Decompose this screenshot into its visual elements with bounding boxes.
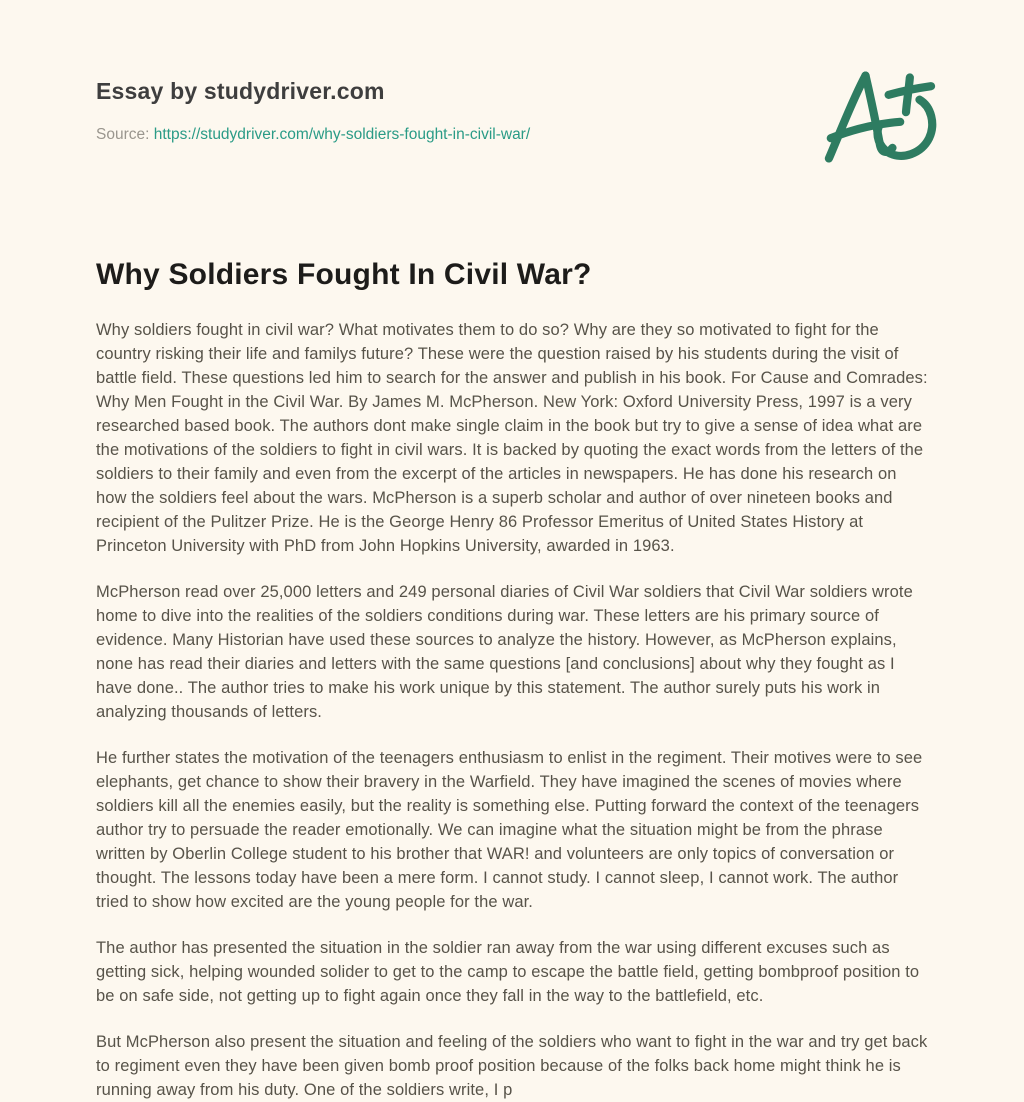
source-line — [96, 126, 928, 144]
a-plus-logo-icon — [820, 64, 938, 170]
article-title: Why Soldiers Fought In Civil War? — [96, 258, 592, 291]
a-plus-logo-svg — [820, 64, 938, 170]
page-title: Essay by studydriver.com — [96, 78, 385, 104]
essay-paragraph: Why soldiers fought in civil war? What motivates them to do so? Why are they so motivated to fight for the country risking their life and familys future? These were the question raised by his students during the visit of battle field. These questions led him to search for the answer and publish in his book. For Cause and Comrades: Why Men Fought in the Civil War. By James M. McPherson. New York: Oxford University Press, 1997 is a very researched based book. The authors dont make single claim in the book but try to give a sense of idea what are the motivations of the soldiers to fight in civil wars. It is backed by quoting the exact words from the letters of the soldiers to their family and even from the excerpt of the articles in newspapers. He has done his research on how the soldiers feel about the wars. McPherson is a superb scholar and author of over nineteen books and recipient of the Pulitzer Prize. He is the George Henry 86 Professor Emeritus of United States History at Princeton University with PhD from John Hopkins University, awarded in 1963. — [96, 321, 928, 555]
article-body — [96, 318, 928, 1102]
essay-paragraph: He further states the motivation of the teenagers enthusiasm to enlist in the regiment. Their motives were to see elephants, get chance to show their bravery in the Warfield. They have imagined the scenes of movies where soldiers kill all the enemies easily, but the reality is something else. Putting forward the context of the teenagers author try to persuade the reader emotionally. We can imagine what the situation might be from the phrase written by Oberlin College student to his brother that WAR! and volunteers are only topics of conversation or thought. The lessons today have been a mere form. I cannot study. I cannot sleep, I cannot work. The author tried to show how excited are the young people for the war. — [96, 749, 923, 911]
source-link[interactable]: https://studydriver.com/why-soldiers-fought-in-civil-war/ — [153, 126, 531, 143]
source-label: Source: — [96, 126, 150, 143]
essay-paragraph: The author has presented the situation in the soldier ran away from the war using different excuses such as getting sick, helping wounded solider to get to the camp to escape the battle field, getting bombproof position to be on safe side, not getting up to fight again once they fall in the way to the battlefield, etc. — [96, 939, 920, 1005]
essay-paragraph: McPherson read over 25,000 letters and 249 personal diaries of Civil War soldiers that Civil War soldiers wrote home to dive into the realities of the soldiers conditions during war. These letters are his primary source of evidence. Many Historian have used these sources to analyze the history. However, as McPherson explains, none has read their diaries and letters with the same questions [and conclusions] about why they fought as I have done.. The author tries to make his work unique by this statement. The author surely puts his work in analyzing thousands of letters. — [96, 583, 913, 721]
essay-paragraph: But McPherson also present the situation and feeling of the soldiers who want to fight in the war and try get back to regiment even they have been given bomb proof position because of the folks back home might think he is running away from his duty. One of the soldiers write, I p — [96, 1033, 928, 1099]
